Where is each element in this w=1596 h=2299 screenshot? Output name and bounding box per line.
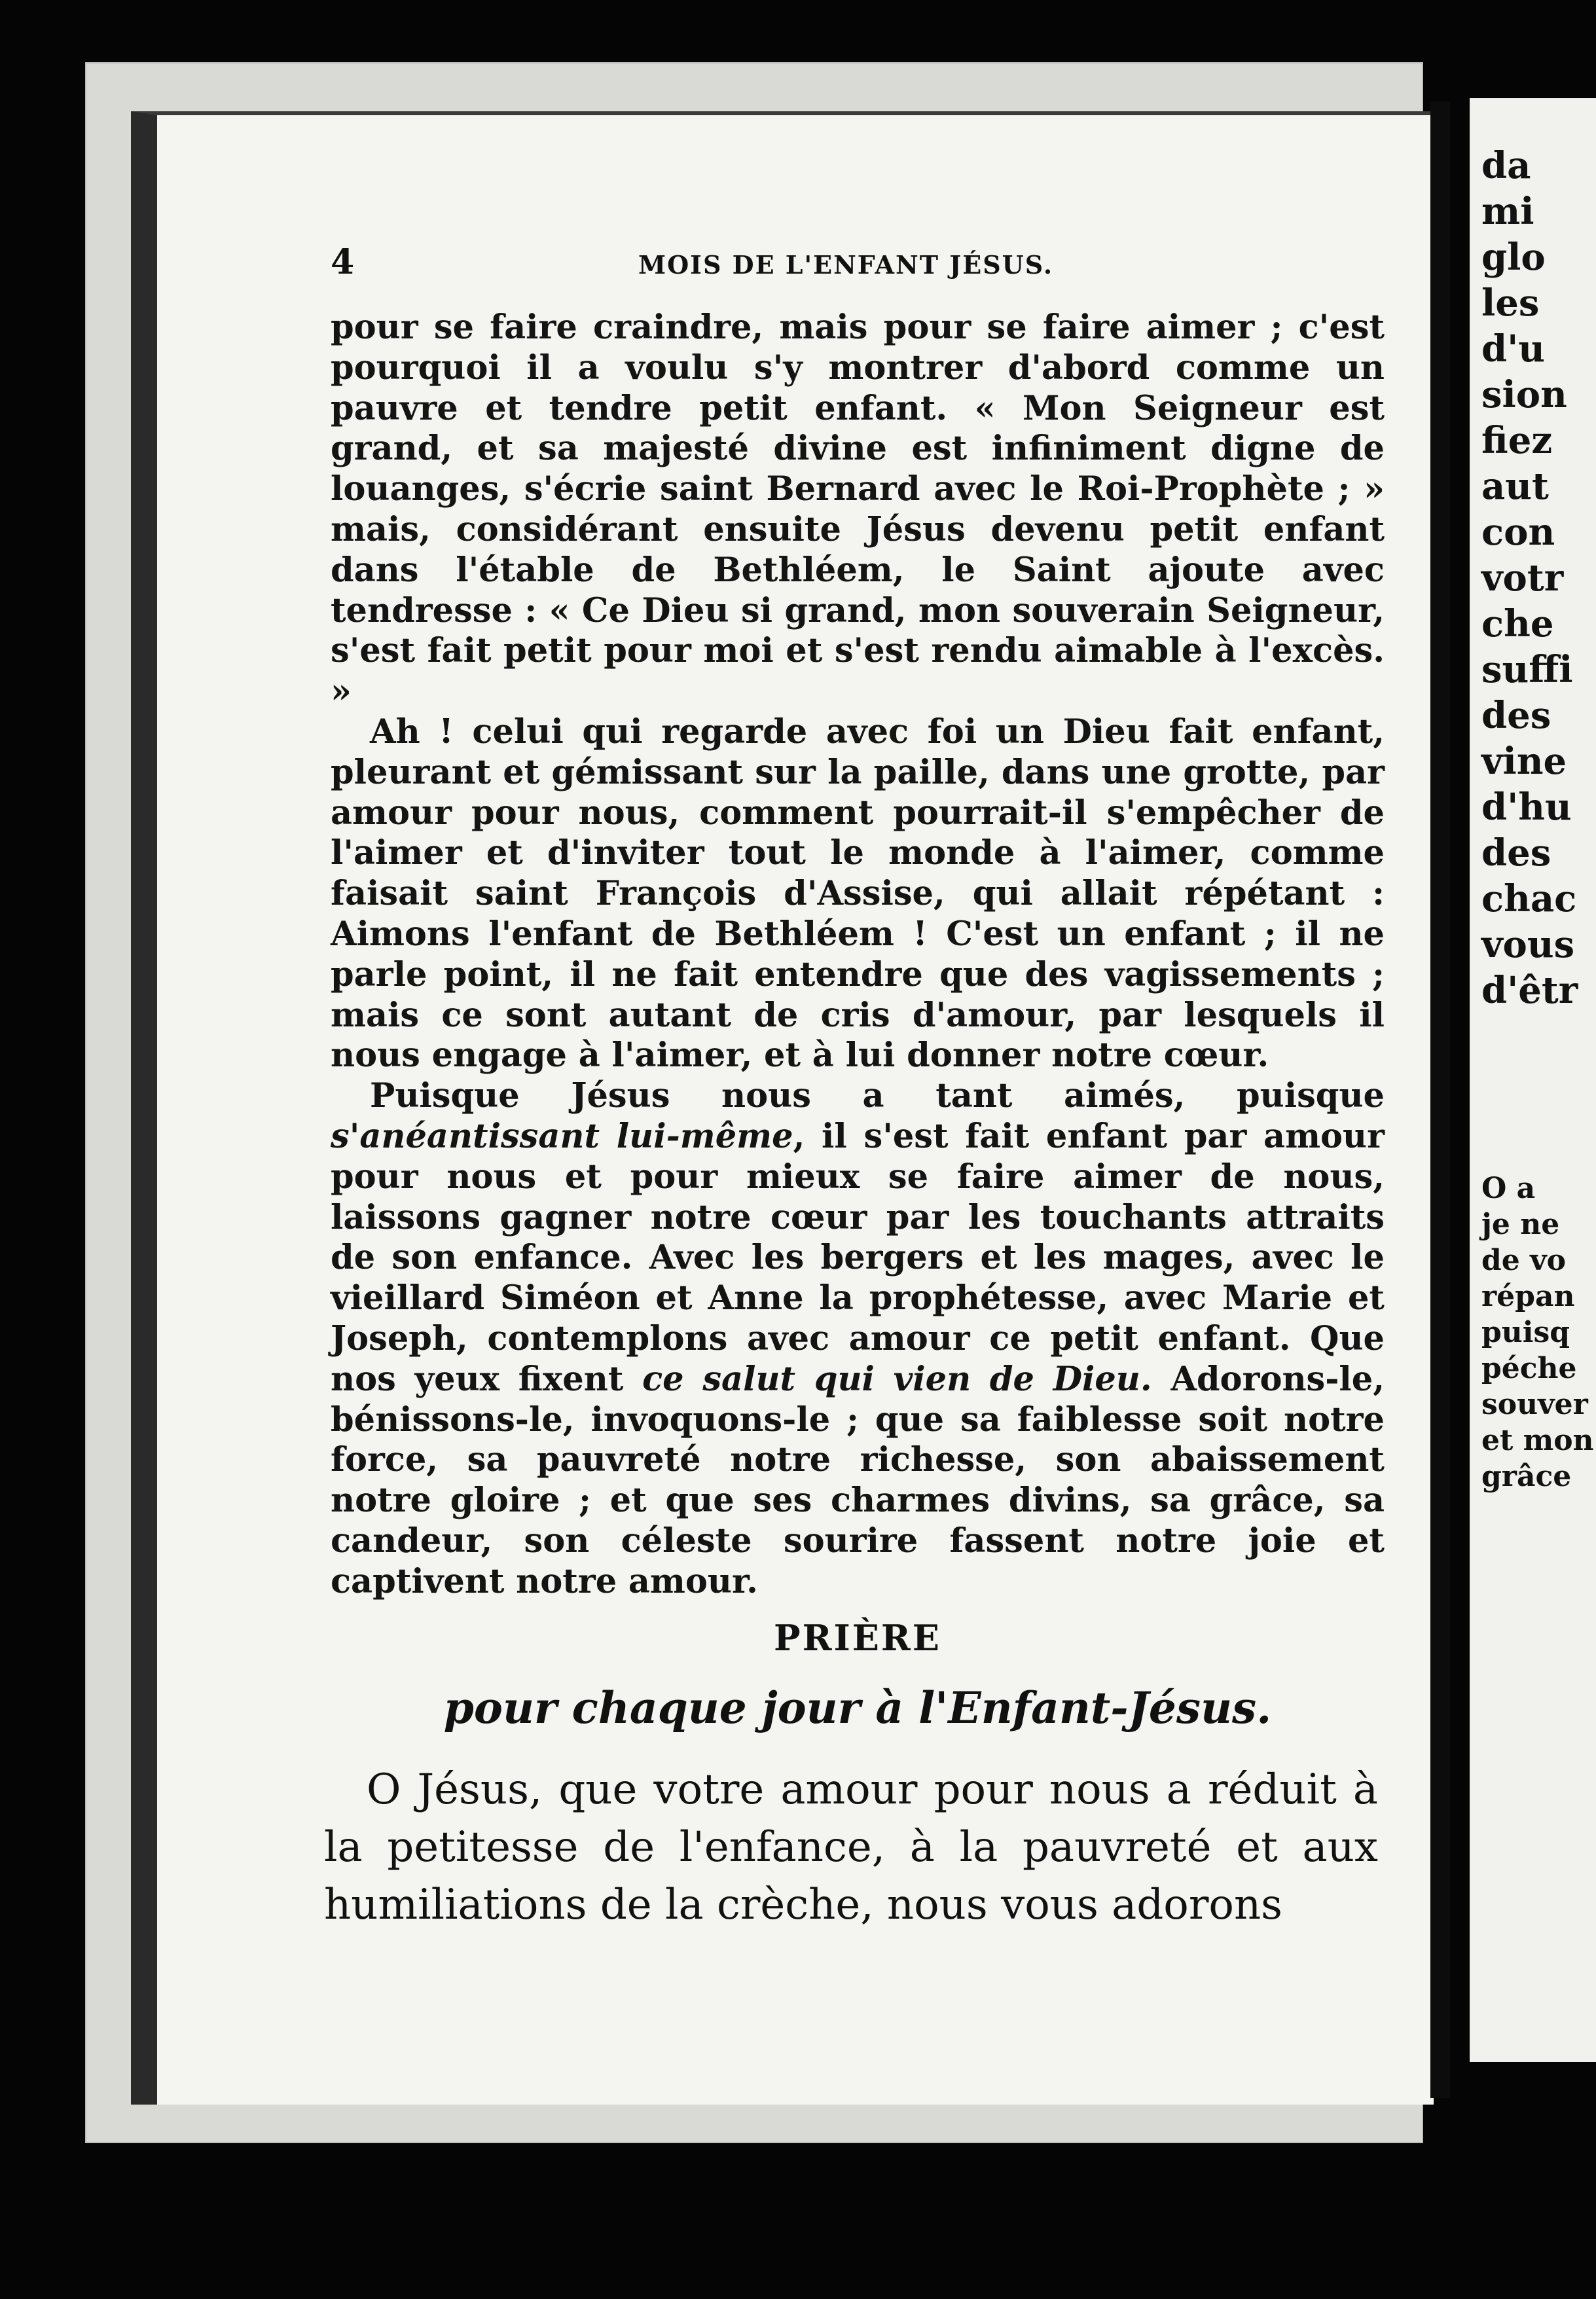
facing-fragment: je ne [1481,1208,1560,1241]
paragraph-3-text: Puisque Jésus nous a tant aimés, puisque [370,1076,1385,1116]
facing-fragment: aut [1481,465,1549,508]
facing-fragment: vous [1481,923,1575,966]
facing-page [1470,98,1596,2062]
paragraph-3-text: Adorons-le, bénissons-le, invoquons-le ; que sa faiblesse soit notre force, sa pauvreté notre richesse, son abaissement notre gloire ; et que ses charmes divins, sa grâce, sa candeur, son céleste sourire fassent notre joie et captivent notre amour. [331,1359,1385,1601]
facing-fragment: da [1481,144,1531,187]
facing-fragment: d'hu [1481,786,1572,829]
facing-fragment: fiez [1481,419,1553,462]
facing-fragment: chac [1481,877,1577,920]
facing-fragment: d'êtr [1481,969,1578,1012]
facing-fragment: vine [1481,740,1567,783]
paragraph-3-emphasis: ce salut qui vien de Dieu. [642,1359,1152,1399]
facing-fragment: souver [1481,1388,1588,1421]
running-head [331,242,1385,281]
facing-fragment: con [1481,511,1555,554]
facing-fragment: de vo [1481,1244,1566,1277]
page-number: 4 [331,242,355,282]
facing-fragment: mi [1481,190,1534,233]
facing-fragment: d'u [1481,327,1546,371]
facing-fragment: des [1481,694,1551,737]
facing-fragment: sion [1481,373,1567,416]
facing-fragment: grâce [1481,1460,1572,1493]
facing-fragment: et mon [1481,1424,1594,1457]
paragraph-3-emphasis: s'anéantissant lui-même [331,1116,793,1156]
prayer-text [324,1761,1378,1934]
facing-fragment: puisq [1481,1316,1570,1349]
facing-fragment: glo [1481,236,1546,279]
paragraph-3-text: , il s'est fait enfant par amour pour nous et pour mieux se faire aimer de nous, laissons gagner notre cœur par les touchants attraits de son enfance. Avec les bergers et les mages, avec le vieillard Siméon et Anne la prophétesse, avec Marie et Joseph, contemplons avec amour ce petit enfant. Que nos yeux fixent [331,1116,1385,1399]
facing-fragment: péche [1481,1352,1577,1385]
facing-fragment: votr [1481,556,1564,600]
page-gutter-shadow [1430,101,1450,2098]
facing-fragment: O a [1481,1172,1536,1205]
prayer-paragraph: O Jésus, que votre amour pour nous a réduit à la petitesse de l'enfance, à la pauvreté et aux humiliations de la crèche, nous vous adorons [324,1765,1378,1929]
prayer-subtitle: pour chaque jour à l'Enfant-Jésus. [443,1682,1272,1733]
facing-fragment: répan [1481,1280,1575,1313]
paragraph-3 [331,1076,1385,1602]
paragraph-2: Ah ! celui qui regarde avec foi un Dieu fait enfant, pleurant et gémissant sur la paille, dans une grotte, par amour pour nous, comment pourrait-il s'empêcher de l'aimer et d'inviter tout le monde à l'aimer, comme faisait saint François d'Assise, qui allait répétant : Aimons l'enfant de Bethléem ! C'est un enfant ; il ne parle point, il ne fait entendre que des vagissements ; mais ce sont autant de cris d'amour, par lesquels il nous engage à l'aimer, et à lui donner notre cœur. [331,712,1385,1076]
paragraph-1: pour se faire craindre, mais pour se faire aimer ; c'est pourquoi il a voulu s'y montrer d'abord comme un pauvre et tendre petit enfant. « Mon Seigneur est grand, et sa majesté divine est infiniment digne de louanges, s'écrie saint Bernard avec le Roi-Prophète ; » mais, considérant ensuite Jésus devenu petit enfant dans l'étable de Bethléem, le Saint ajoute avec tendresse : « Ce Dieu si grand, mon souverain Seigneur, s'est fait petit pour moi et s'est rendu aimable à l'excès. » [331,308,1385,712]
facing-fragment: che [1481,602,1554,645]
facing-fragment: les [1481,281,1540,325]
running-title: MOIS DE L'ENFANT JÉSUS. [638,250,1054,280]
body-text [331,308,1385,1602]
facing-fragment: suffi [1481,648,1573,691]
facing-fragment: des [1481,831,1551,875]
prayer-title: PRIÈRE [774,1617,941,1659]
